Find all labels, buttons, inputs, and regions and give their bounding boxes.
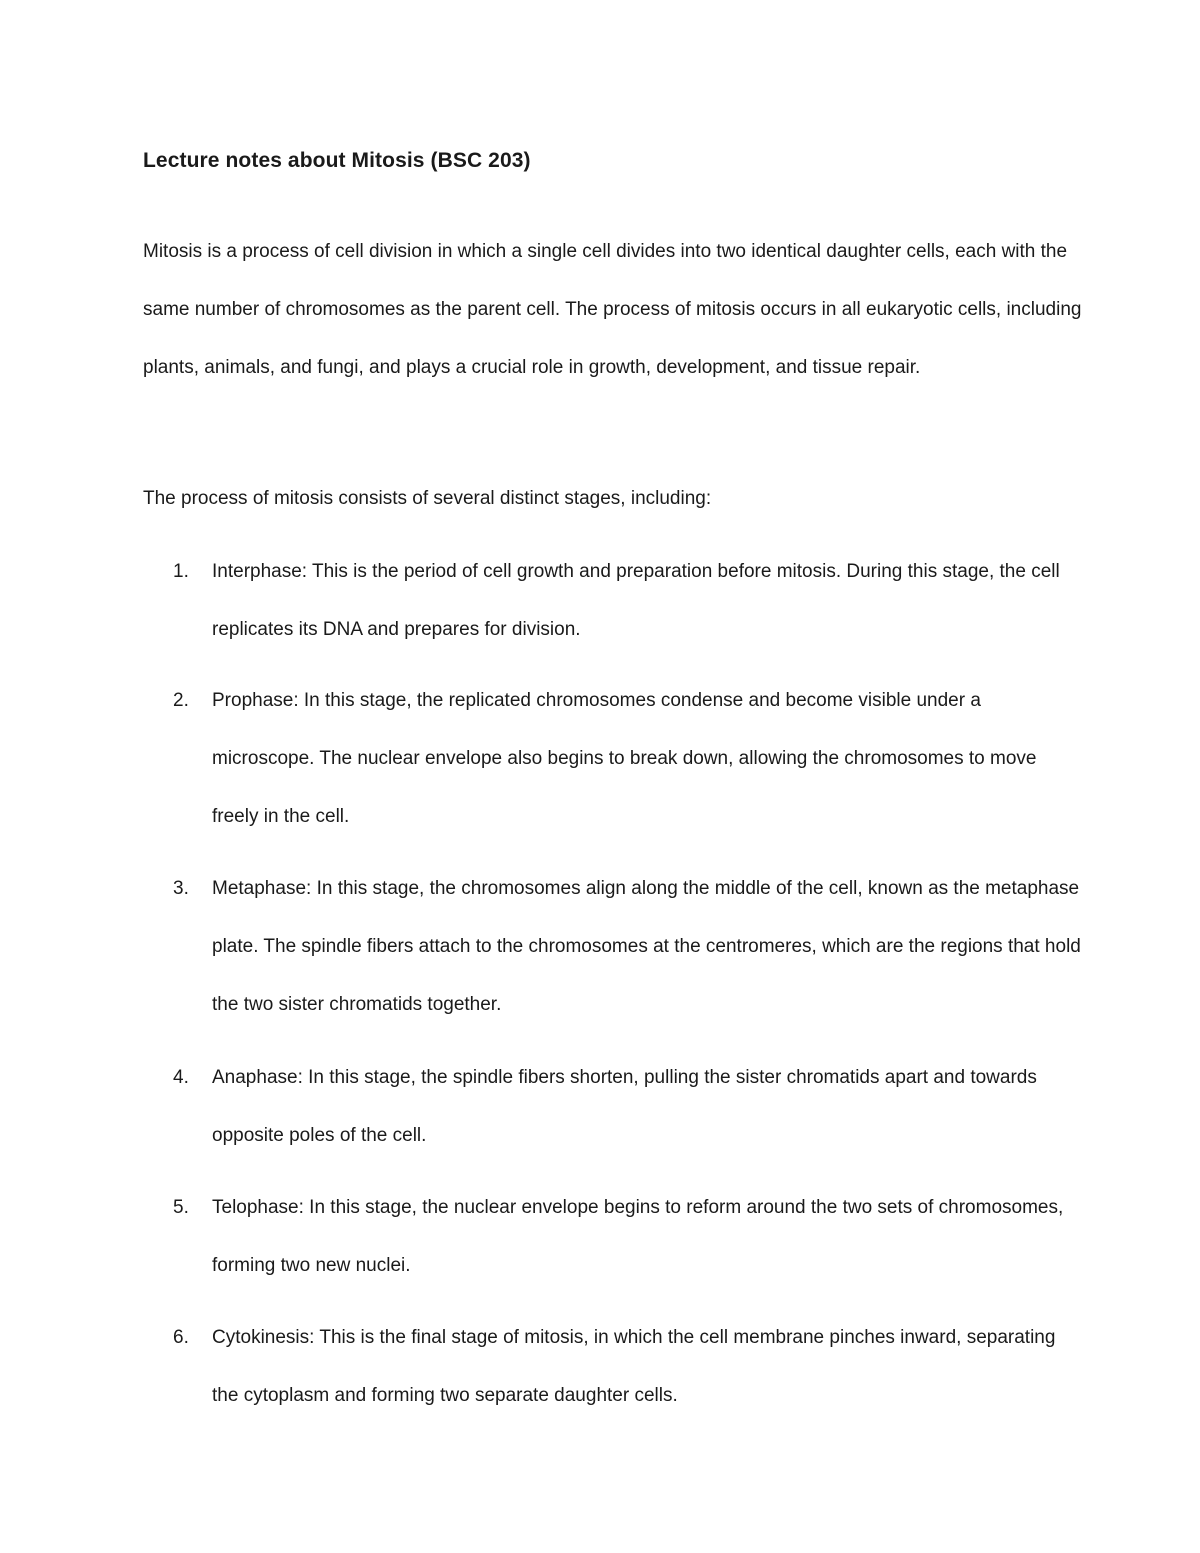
list-item-text: Telophase: In this stage, the nuclear envelope begins to reform around the two sets of chromosomes, forming two new nuclei. — [212, 1197, 1064, 1276]
list-item-text: Interphase: This is the period of cell growth and preparation before mitosis. During this stage, the cell replicates its DNA and prepares for division. — [212, 561, 1060, 640]
list-item — [143, 543, 1083, 659]
list-item — [143, 1049, 1083, 1165]
list-item-number: 4. — [173, 1067, 189, 1088]
list-item — [143, 1179, 1083, 1295]
list-item — [143, 860, 1083, 1034]
list-item-number: 5. — [173, 1197, 189, 1218]
list-item-number: 2. — [173, 690, 189, 711]
intro-paragraph: Mitosis is a process of cell division in which a single cell divides into two identical daughter cells, each with the same number of chromosomes as the parent cell. The process of mitosis occurs in all eukaryotic cells, including plants, animals, and fungi, and plays a crucial role in growth, development, and tissue repair. — [143, 241, 1082, 378]
list-item-text: Prophase: In this stage, the replicated chromosomes condense and become visible under a microscope. The nuclear envelope also begins to break down, allowing the chromosomes to move freely in the cell. — [212, 690, 1037, 827]
list-item-number: 1. — [173, 561, 189, 582]
list-item-text: Cytokinesis: This is the final stage of mitosis, in which the cell membrane pinches inward, separating the cytoplasm and forming two separate daughter cells. — [212, 1327, 1056, 1406]
list-item-text: Metaphase: In this stage, the chromosomes align along the middle of the cell, known as the metaphase plate. The spindle fibers attach to the chromosomes at the centromeres, which are the regions that hold the two sister chromatids together. — [212, 878, 1081, 1015]
document-title: Lecture notes about Mitosis (BSC 203) — [143, 149, 531, 172]
list-item-number: 6. — [173, 1327, 189, 1348]
list-item-text: Anaphase: In this stage, the spindle fibers shorten, pulling the sister chromatids apart and towards opposite poles of the cell. — [212, 1067, 1037, 1146]
list-item — [143, 672, 1083, 846]
list-item-number: 3. — [173, 878, 189, 899]
list-item — [143, 1309, 1083, 1425]
stages-lead-paragraph: The process of mitosis consists of several distinct stages, including: — [143, 488, 712, 509]
